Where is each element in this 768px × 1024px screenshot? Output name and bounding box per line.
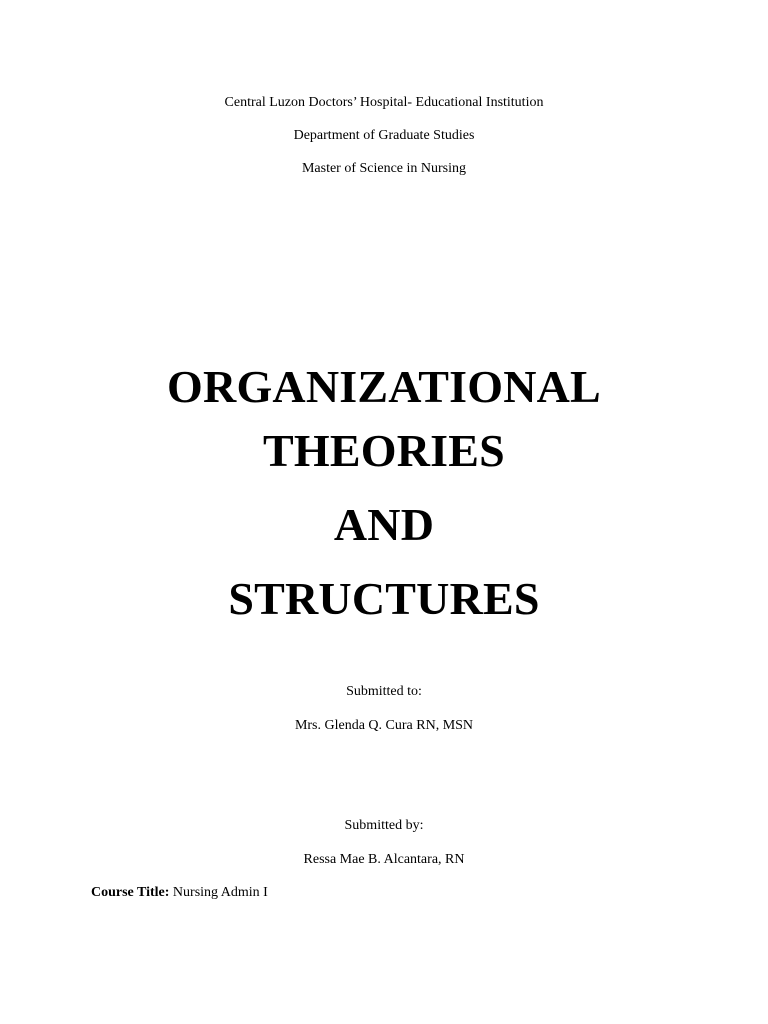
course-title — [91, 884, 268, 902]
submitted-to-name: Mrs. Glenda Q. Cura RN, MSN — [294, 718, 474, 733]
submitted-by-label: Submitted by: — [344, 818, 424, 833]
course-title-value: Nursing Admin I — [172, 885, 268, 900]
title-line-3: AND — [333, 499, 435, 550]
title-line-2: THEORIES — [263, 425, 505, 476]
course-title-label: Course Title: — [91, 885, 170, 900]
title-line-4: STRUCTURES — [228, 573, 540, 624]
institution-name: Central Luzon Doctors’ Hospital- Educational Institution — [224, 95, 544, 110]
program-name: Master of Science in Nursing — [301, 161, 467, 176]
submitted-by-name: Ressa Mae B. Alcantara, RN — [303, 852, 465, 867]
department-name: Department of Graduate Studies — [293, 128, 475, 143]
submitted-to-label: Submitted to: — [346, 684, 422, 699]
title-line-1: ORGANIZATIONAL — [167, 361, 601, 412]
